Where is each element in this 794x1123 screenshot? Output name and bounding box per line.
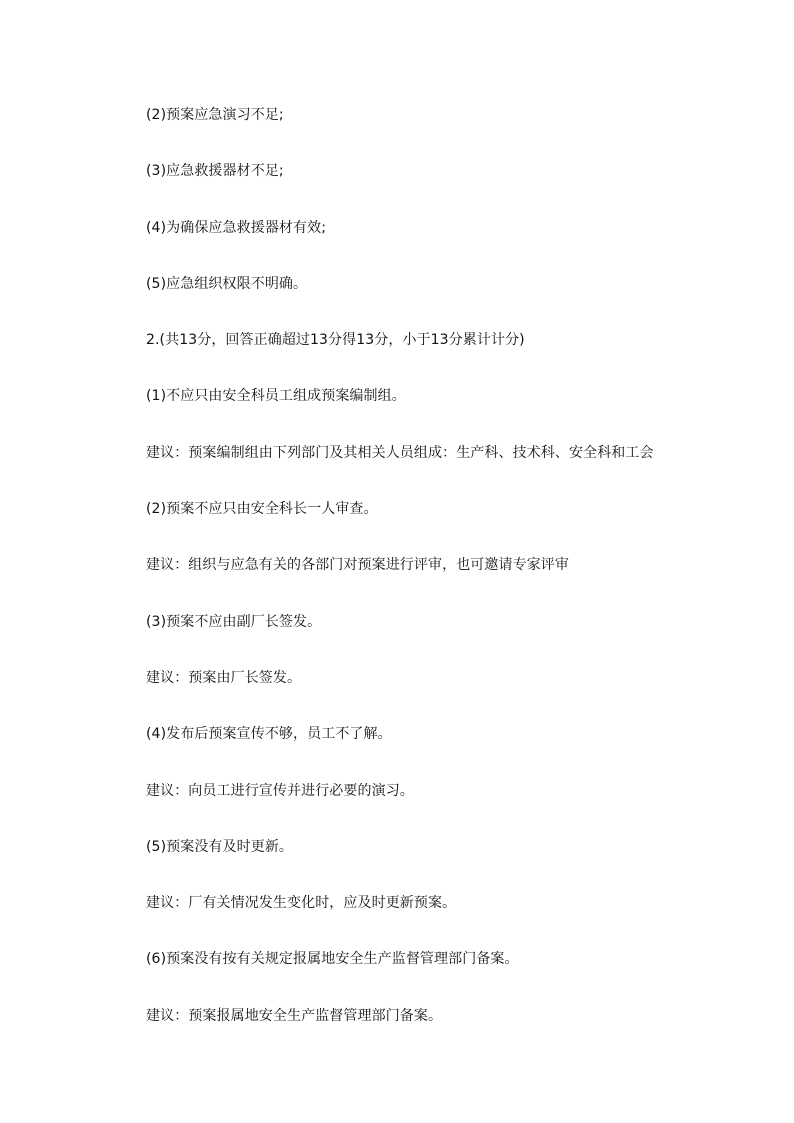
text-line: (1)不应只由安全科员工组成预案编制组。 [146,388,406,405]
text-line: (4)发布后预案宣传不够，员工不了解。 [146,726,392,743]
suggestion-line: 建议：厂有关情况发生变化时，应及时更新预案。 [146,895,457,912]
text-line: (2)预案应急演习不足; [146,107,284,123]
text-line: (6)预案没有按有关规定报属地安全生产监督管理部门备案。 [146,951,519,968]
suggestion-line: 建议：预案编制组由下列部门及其相关人员组成：生产科、技术科、安全科和工会 [146,444,654,461]
text-line: (5)预案没有及时更新。 [146,838,294,855]
text-line: (3)应急救援器材不足; [146,163,284,180]
section-heading: 2.(共13分，回答正确超过13分得13分，小于13分累计计分) [146,332,525,349]
text-line: (3)预案不应由副厂长签发。 [146,613,322,630]
suggestion-line: 建议：预案报属地安全生产监督管理部门备案。 [146,1007,443,1024]
text-line: (2)预案不应只由安全科长一人审查。 [146,501,378,518]
document-body [146,104,706,1028]
suggestion-line: 建议：组织与应急有关的各部门对预案进行评审，也可邀请专家评审 [146,557,569,574]
suggestion-line: 建议：向员工进行宣传并进行必要的演习。 [146,782,414,799]
suggestion-line: 建议：预案由厂长签发。 [146,669,302,686]
text-line: (4)为确保应急救援器材有效; [146,219,327,236]
text-line: (5)应急组织权限不明确。 [146,275,308,292]
